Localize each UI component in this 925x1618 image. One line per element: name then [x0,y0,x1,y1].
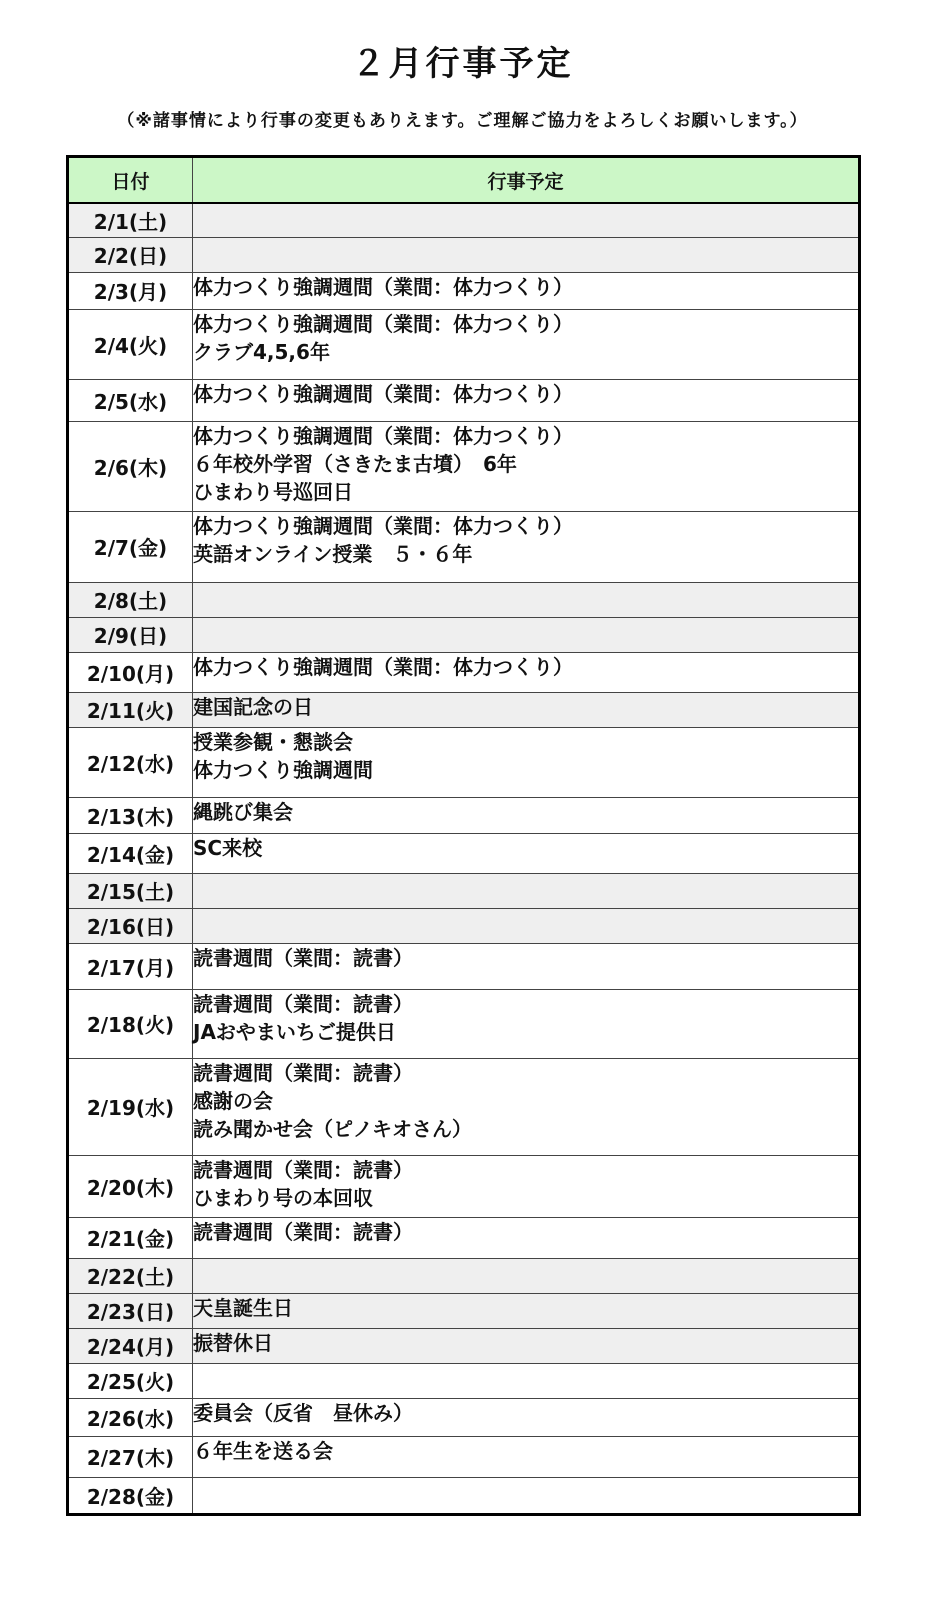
table-row [68,908,860,943]
event-item: クラブ4,5,6年 [193,339,330,364]
event-item: 体力つくり強調週間 [193,757,373,782]
table-row [68,1217,860,1258]
table-row [68,1328,860,1363]
date-cell: 2/24(月) [68,1328,193,1363]
table-row [68,1258,860,1293]
date-cell: 2/21(金) [68,1217,193,1258]
event-item: 読書週間（業間：読書） [193,991,413,1016]
date-cell: 2/9(日) [68,617,193,652]
column-header-events: 行事予定 [193,157,860,204]
events-cell [193,203,860,237]
events-cell [193,1058,860,1155]
page-title: ２月行事予定 [351,44,574,84]
event-item: JAおやまいちご提供日 [193,1019,396,1044]
events-cell [193,1328,860,1363]
date-cell: 2/1(土) [68,203,193,237]
events-cell [193,1258,860,1293]
events-cell [193,833,860,873]
date-cell: 2/20(木) [68,1155,193,1217]
event-item: SC来校 [193,835,263,860]
events-cell [193,582,860,617]
event-item: 体力つくり強調週間（業間：体力つくり） [193,381,573,406]
table-row [68,943,860,989]
table-row [68,692,860,727]
table-row [68,1058,860,1155]
schedule-body [68,203,860,1514]
events-cell [193,272,860,309]
table-header-row [68,157,860,204]
event-item: 体力つくり強調週間（業間：体力つくり） [193,654,573,679]
event-item: ６年校外学習（さきたま古墳） 6年 [193,451,517,476]
table-row [68,1398,860,1436]
event-item: 縄跳び集会 [193,799,293,824]
date-cell: 2/17(月) [68,943,193,989]
event-item: 委員会（反省 昼休み） [193,1400,413,1425]
event-item: 読書週間（業間：読書） [193,1060,413,1085]
table-row [68,582,860,617]
event-item: 天皇誕生日 [193,1295,293,1320]
table-row [68,1293,860,1328]
event-item: 読書週間（業間：読書） [193,1157,413,1182]
column-header-date: 日付 [68,157,193,204]
date-cell: 2/27(木) [68,1436,193,1477]
events-cell [193,908,860,943]
events-cell [193,1477,860,1514]
events-cell [193,421,860,511]
event-item: 読書週間（業間：読書） [193,945,413,970]
event-item: ６年生を送る会 [193,1438,333,1463]
date-cell: 2/23(日) [68,1293,193,1328]
notice-text: （※諸事情により行事の変更もありえます。ご理解ご協力をよろしくお願いします。） [117,111,808,131]
events-cell [193,1398,860,1436]
events-cell [193,379,860,421]
table-row [68,1477,860,1514]
date-cell: 2/22(土) [68,1258,193,1293]
events-cell [193,1363,860,1398]
table-row [68,989,860,1058]
event-item: 感謝の会 [193,1088,273,1113]
events-cell [193,1293,860,1328]
date-cell: 2/18(火) [68,989,193,1058]
event-item: 授業参観・懇談会 [193,729,353,754]
date-cell: 2/13(木) [68,797,193,833]
events-cell [193,511,860,582]
events-cell [193,652,860,692]
events-cell [193,617,860,652]
event-item: 建国記念の日 [193,694,313,719]
event-item: 読み聞かせ会（ピノキオさん） [193,1116,472,1141]
events-cell [193,309,860,379]
events-cell [193,727,860,797]
table-row [68,652,860,692]
events-cell [193,237,860,272]
table-row [68,309,860,379]
table-row [68,511,860,582]
date-cell: 2/16(日) [68,908,193,943]
date-cell: 2/6(木) [68,421,193,511]
date-cell: 2/2(日) [68,237,193,272]
date-cell: 2/12(水) [68,727,193,797]
date-cell: 2/14(金) [68,833,193,873]
table-row [68,203,860,237]
table-row [68,379,860,421]
event-item: 体力つくり強調週間（業間：体力つくり） [193,311,573,336]
event-item: 振替休日 [193,1330,273,1355]
date-cell: 2/15(土) [68,873,193,908]
event-item: ひまわり号の本回収 [193,1185,373,1210]
table-row [68,272,860,309]
events-cell [193,943,860,989]
events-cell [193,989,860,1058]
date-cell: 2/28(金) [68,1477,193,1514]
event-item: 体力つくり強調週間（業間：体力つくり） [193,423,573,448]
date-cell: 2/7(金) [68,511,193,582]
table-row [68,833,860,873]
table-row [68,421,860,511]
table-row [68,1436,860,1477]
table-row [68,727,860,797]
date-cell: 2/5(水) [68,379,193,421]
date-cell: 2/10(月) [68,652,193,692]
table-row [68,617,860,652]
events-cell [193,797,860,833]
date-cell: 2/4(火) [68,309,193,379]
date-cell: 2/3(月) [68,272,193,309]
table-row [68,873,860,908]
table-row [68,797,860,833]
date-cell: 2/8(土) [68,582,193,617]
event-item: 読書週間（業間：読書） [193,1219,413,1244]
schedule-table [66,155,861,1516]
table-row [68,1363,860,1398]
events-cell [193,1155,860,1217]
events-cell [193,1436,860,1477]
event-item: 英語オンライン授業 ５・６年 [193,541,473,566]
events-cell [193,1217,860,1258]
event-item: ひまわり号巡回日 [193,479,353,504]
table-row [68,237,860,272]
events-cell [193,873,860,908]
date-cell: 2/25(火) [68,1363,193,1398]
date-cell: 2/19(水) [68,1058,193,1155]
table-row [68,1155,860,1217]
date-cell: 2/26(水) [68,1398,193,1436]
event-item: 体力つくり強調週間（業間：体力つくり） [193,513,573,538]
date-cell: 2/11(火) [68,692,193,727]
event-item: 体力つくり強調週間（業間：体力つくり） [193,274,573,299]
events-cell [193,692,860,727]
